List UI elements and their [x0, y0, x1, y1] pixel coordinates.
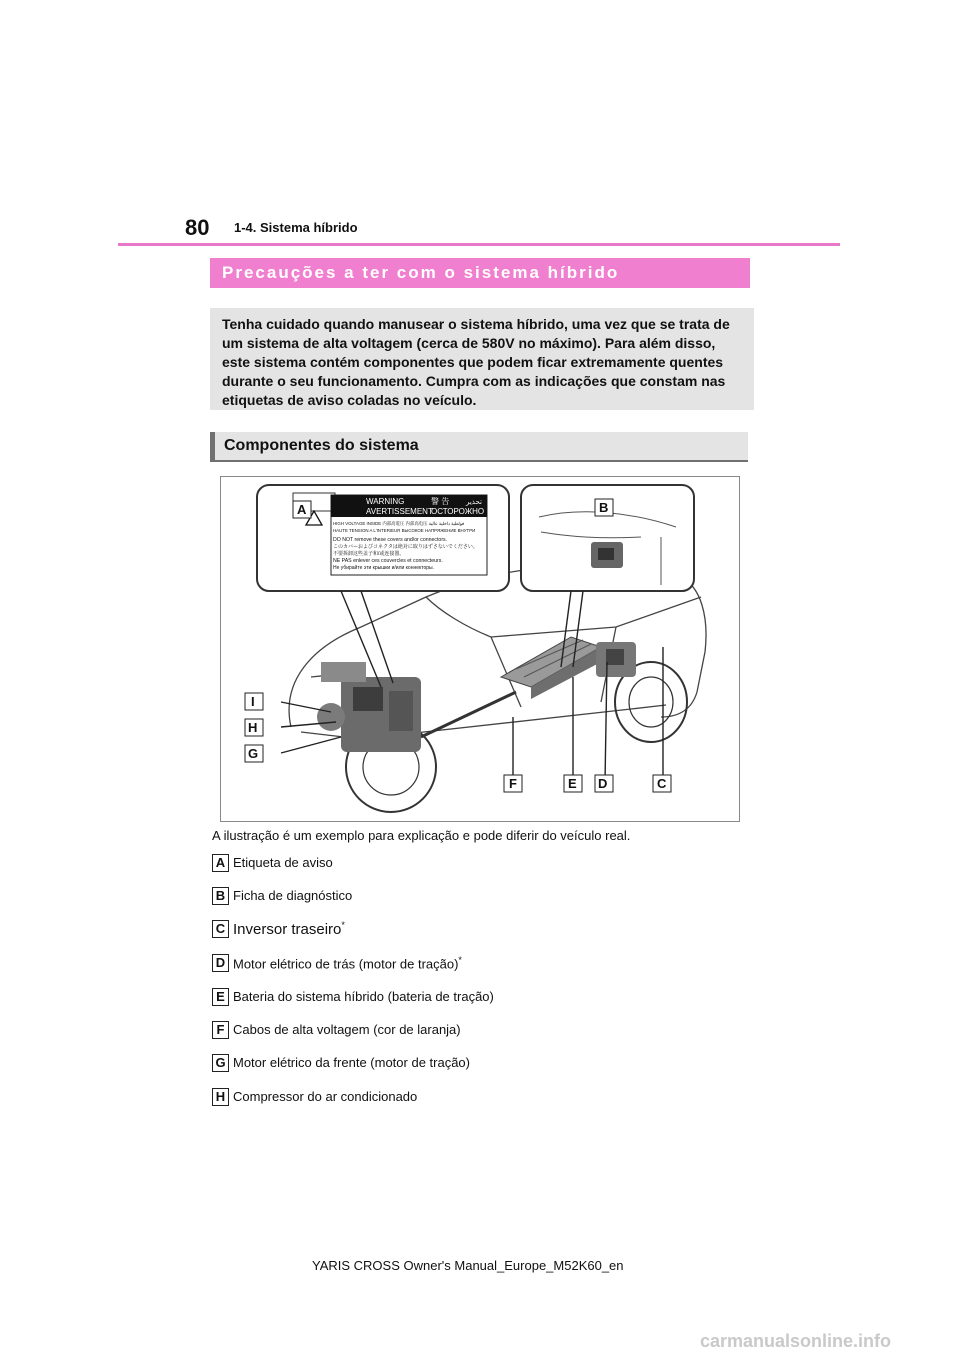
leader-lines [281, 591, 663, 782]
rear-motor-block [596, 642, 636, 677]
legend-text-wrap [233, 920, 345, 938]
legend-text: Compressor do ar condicionado [233, 1089, 418, 1104]
subsection-heading [210, 432, 748, 462]
warning-label-line3: HIGH VOLTAGE INSIDE 内部高電圧 内部高电压 فولطية داخلية عالية [333, 521, 465, 526]
watermark: carmanualsonline.info [700, 1331, 892, 1351]
hybrid-battery [501, 637, 601, 699]
page-number: 80 [185, 215, 210, 240]
warning-label-line4: HAUTE TENSION A L'INTERIEUR ВЫСОКОЕ НАПРЯЖЕНИЕ ВНУТРИ [333, 528, 476, 533]
legend-letter: H [212, 1088, 229, 1106]
warning-label-line2: AVERTISSEMENT [366, 507, 433, 516]
intro-box [210, 308, 754, 410]
legend-letter: D [212, 954, 229, 972]
legend-letter: G [212, 1054, 229, 1072]
legend-letter: F [212, 1021, 229, 1039]
warning-label-line7: 不要拆卸这些盖子和/或连接器。 [333, 551, 405, 557]
callout-h: H [248, 720, 258, 735]
callout-a: A [297, 502, 307, 517]
section-banner-title: Precauções a ter com o sistema híbrido [222, 263, 620, 282]
legend-letter: C [212, 920, 229, 938]
legend-letter: A [212, 854, 229, 872]
callout-f: F [509, 776, 517, 791]
section-path: 1-4. Sistema híbrido [234, 220, 358, 235]
legend-text: Cabos de alta voltagem (cor de laranja) [233, 1022, 461, 1037]
hybrid-components-illustration [220, 476, 740, 822]
warning-label-line5: DO NOT remove these covers and/or connectors. [333, 537, 448, 543]
callout-i: I [251, 694, 255, 709]
warning-label-line6: このカバーおよびコネクタは絶対に取りはずさないでください。 [333, 544, 478, 550]
legend-asterisk: * [341, 920, 345, 930]
warning-label-line2-ru: ОСТОРОЖНО [431, 507, 485, 516]
section-banner [210, 258, 750, 288]
page-footer: YARIS CROSS Owner's Manual_Europe_M52K60_en [312, 1258, 624, 1273]
warning-label-line1: WARNING [366, 497, 405, 506]
legend-letter: B [212, 887, 229, 905]
legend-text: Ficha de diagnóstico [233, 888, 353, 903]
warning-label-line1-ar: تحذير [466, 499, 482, 506]
front-motor-block [317, 662, 421, 752]
callout-c: C [657, 776, 667, 791]
callout-g: G [248, 746, 259, 761]
warning-label-line8: NE PAS enlever ces couvercles et connecteurs. [333, 558, 443, 564]
legend-text: Bateria do sistema híbrido (bateria de tração) [233, 989, 494, 1004]
warning-label-line1-jp: 警 告 [431, 497, 450, 506]
legend-text: Motor elétrico da frente (motor de tração) [233, 1055, 470, 1070]
legend-asterisk: * [458, 955, 462, 965]
illustration-caption: A ilustração é um exemplo para explicação e pode diferir do veículo real. [212, 828, 631, 843]
hv-cable [421, 692, 516, 737]
legend-text: Motor elétrico de trás (motor de tração) [233, 956, 459, 972]
callout-d: D [598, 776, 608, 791]
legend-letter: E [212, 988, 229, 1006]
legend-text-wrap [233, 955, 462, 971]
subsection-title: Componentes do sistema [224, 437, 419, 454]
callout-e: E [568, 776, 577, 791]
intro-text: Tenha cuidado quando manusear o sistema híbrido, uma vez que se trata de um sistema de alta voltagem (cerca de 580V no máximo). Para além disso, este sistema contém componentes que podem ficar extremamente quentes durante o seu funcionamento. Cumpra com as indicações que constam nas etiquetas de aviso coladas no veículo. [222, 316, 730, 408]
header-rule [118, 243, 840, 246]
warning-label-line9: Не убирайте эти крышки и/или коннекторы. [333, 565, 435, 571]
callout-b: B [599, 500, 609, 515]
legend-text: Etiqueta de aviso [233, 855, 333, 870]
legend-text: Inversor traseiro [233, 921, 342, 938]
